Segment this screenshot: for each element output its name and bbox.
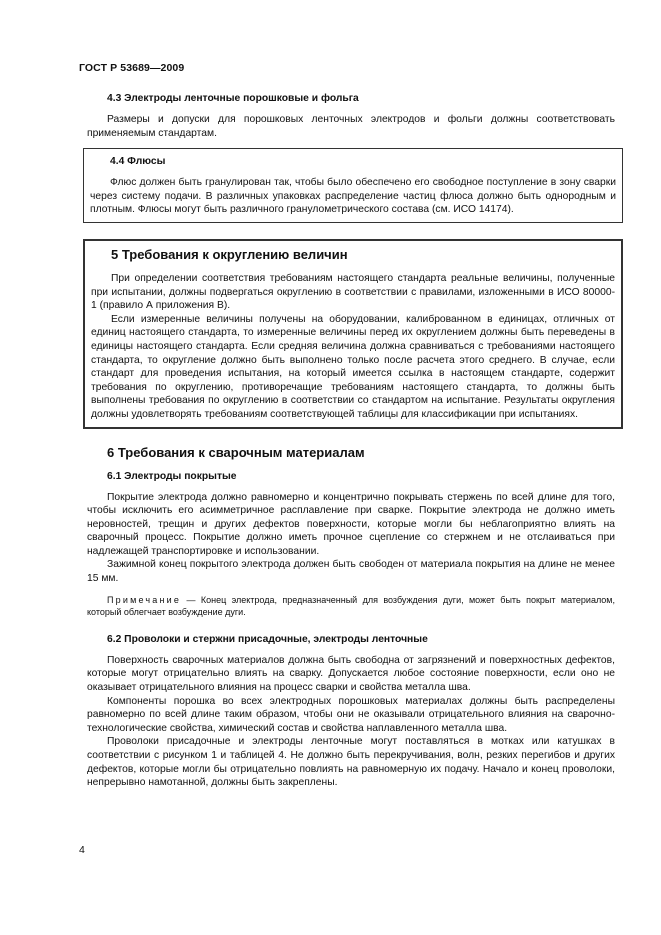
standard-header: ГОСТ Р 53689—2009: [79, 62, 185, 74]
section-4-3-paragraph: Размеры и допуски для порошковых ленточных электродов и фольги должны соответствовать применяемым стандартам.: [87, 114, 615, 139]
section-6-2-heading: 6.2 Проволоки и стержни присадочные, электроды ленточные: [107, 633, 428, 645]
section-5-paragraph-1: При определении соответствия требованиям настоящего стандарта реальные величины, полученные при испытании, должны подвергаться округлению в соответствии с правилами, изложенными в ИСО 80000-1 (правило А приложения В).: [91, 272, 615, 312]
note-label: Примечание: [107, 594, 182, 605]
section-6-1-heading: 6.1 Электроды покрытые: [107, 470, 237, 482]
note-text: — Конец электрода, предназначенный для возбуждения дуги, может быть покрыт материалом, который облегчает возбуждение дуги.: [87, 594, 615, 618]
page-content: [87, 92, 615, 790]
section-5-paragraph-2: Если измеренные величины получены на оборудовании, калиброванном в единицах, отличных от единиц настоящего стандарта, то измеренные величины перед их округлением должны быть переведены в единицы настоящего стандарта. Если средняя величина должна сравниваться с требованиями настоящего стандарта, то округление должно быть выполнено только после расчета этого среднего. В случае, если стандарт для проведения испытания, на который имеется ссылка в настоящем стандарте, содержит требования по округлению, противоречащие требованиям настоящего стандарта, то должны быть выполнены требования по округлению в соответствии со стандартом на испытание. Результаты округления должны удовлетворять требованиям соответствующей таблицы для классификации при испытаниях.: [91, 313, 615, 420]
section-4-4-paragraph: Флюс должен быть гранулирован так, чтобы было обеспечено его свободное поступление в зону сварки через систему подачи. В различных упаковках распределение частиц флюса должно быть однородным и плотным. Флюсы могут быть различного гранулометрического состава (см. ИСО 14174).: [90, 177, 616, 216]
section-5-heading: 5 Требования к округлению величин: [111, 246, 348, 262]
section-6-2-paragraph-1: Поверхность сварочных материалов должна быть свободна от загрязнений и поверхностных дефектов, которые могут отрицательно влиять на сварку. Допускается любое состояние поверхности, если оно не оказывает отрицательного влияния на процесс сварки и свойства металла шва.: [87, 654, 615, 694]
section-4-3-heading: 4.3 Электроды ленточные порошковые и фольга: [107, 93, 359, 104]
section-5-box: [83, 239, 623, 429]
section-4-3: [87, 92, 615, 140]
section-6-1-paragraph-1: Покрытие электрода должно равномерно и концентрично покрывать стержень по всей длине для того, чтобы исключить его асимметричное расплавление при сварке. Покрытие электрода не должно иметь неровностей, трещин и других дефектов поверхности, которые могли бы неблагоприятно влиять на сварочный процесс. Покрытие должно иметь прочное сцепление со стержнем и не отслаиваться при надлежащей транспортировке и использовании.: [87, 491, 615, 557]
section-6-1-paragraph-2: Зажимной конец покрытого электрода должен быть свободен от материала покрытия на длине не менее 15 мм.: [87, 559, 615, 585]
section-6-2-paragraph-2: Компоненты порошка во всех электродных порошковых материалах должны быть распределены равномерно по всей длине таким образом, чтобы они не оказывали отрицательного влияния на сварочно-технологические свойства, химический состав и свойства наплавленного металла шва.: [87, 695, 615, 734]
section-4-4-box: [83, 148, 623, 223]
section-6-1-note: [87, 594, 615, 619]
section-6-2-paragraph-3: Проволоки присадочные и электроды ленточные могут поставляться в мотках или катушках в соответствии с рисунком 1 и таблицей 4. Не должно быть перекручивания, волн, резких перегибов и других дефектов, которые могли бы отрицательно повлиять на равномерную их подачу. Начало и конец проволоки, непрерывно намотанной, должны быть закреплены.: [87, 736, 615, 789]
page-number: 4: [79, 844, 85, 856]
section-6-heading: 6 Требования к сварочным материалам: [107, 444, 365, 460]
section-4-4-heading: 4.4 Флюсы: [110, 156, 166, 168]
section-6: [87, 445, 615, 790]
